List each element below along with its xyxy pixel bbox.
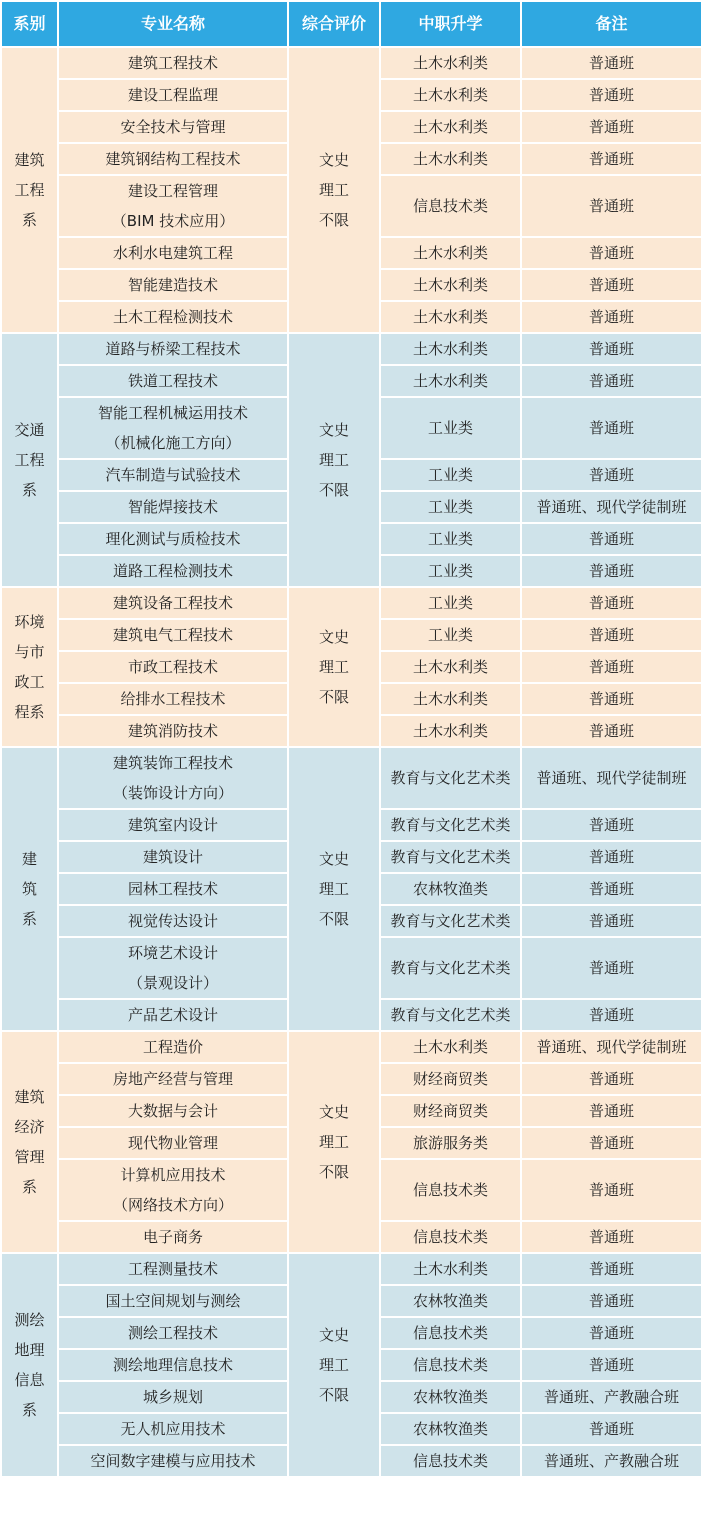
major-name-cell [58,809,288,841]
remark-cell: 普通班 [521,143,701,175]
major-name-line: 安全技术与管理 [120,118,226,136]
major-name-cell [58,523,288,555]
major-name-line: 土木工程检测技术 [112,308,233,326]
remark-cell: 普通班 [521,1285,701,1317]
major-name-line: （机械化施工方向） [105,434,241,452]
major-name-cell [58,143,288,175]
department-name-line: 系 [21,481,37,499]
department-name-line: 系 [21,910,37,928]
evaluation-line: 文史 [318,151,349,169]
evaluation-line: 不限 [318,481,349,499]
department-group [1,1253,701,1477]
vocational-track-cell: 农林牧渔类 [380,1381,521,1413]
remark-cell: 普通班 [521,1413,701,1445]
major-name-line: 建筑室内设计 [127,816,218,834]
remark-cell: 普通班 [521,523,701,555]
vocational-track-cell: 教育与文化艺术类 [380,747,521,809]
major-name-line: 视觉传达设计 [127,912,218,930]
vocational-track-cell: 土木水利类 [380,143,521,175]
major-name-cell [58,1031,288,1063]
major-name-line: 电子商务 [142,1228,203,1246]
vocational-track-cell: 土木水利类 [380,301,521,333]
major-name-cell [58,301,288,333]
department-name-line: 工程 [14,181,45,199]
header-evaluation: 综合评价 [288,1,380,47]
major-name-cell [58,491,288,523]
department-name-line: 经济 [14,1118,45,1136]
department-name-line: 系 [21,1178,37,1196]
major-name-cell [58,619,288,651]
major-name-line: 铁道工程技术 [127,372,218,390]
evaluation-line: 理工 [318,451,349,469]
major-name-cell [58,397,288,459]
department-name-line: 地理 [14,1341,45,1359]
evaluation-line: 不限 [318,211,349,229]
vocational-track-cell: 教育与文化艺术类 [380,841,521,873]
department-name-line: 管理 [14,1148,45,1166]
remark-cell: 普通班 [521,175,701,237]
major-name-line: 建筑设备工程技术 [112,594,233,612]
department-name-line: 建筑 [14,151,45,169]
evaluation-line: 不限 [318,1386,349,1404]
remark-cell: 普通班 [521,555,701,587]
evaluation-line: 文史 [318,1103,349,1121]
major-name-line: 建筑消防技术 [127,722,218,740]
vocational-track-cell: 教育与文化艺术类 [380,937,521,999]
major-name-line: 智能焊接技术 [127,498,218,516]
major-name-cell [58,365,288,397]
remark-cell: 普通班、产教融合班 [521,1445,701,1477]
major-name-cell [58,47,288,79]
vocational-track-cell: 信息技术类 [380,1445,521,1477]
header-row [1,1,701,47]
vocational-track-cell: 信息技术类 [380,175,521,237]
header-major-name: 专业名称 [58,1,288,47]
remark-cell: 普通班 [521,619,701,651]
major-name-line: 水利水电建筑工程 [112,244,233,262]
remark-cell: 普通班 [521,1159,701,1221]
major-name-cell [58,555,288,587]
major-name-cell [58,237,288,269]
evaluation-cell [288,587,380,747]
major-name-cell [58,111,288,143]
department-group [1,587,701,747]
major-name-line: 城乡规划 [142,1388,203,1406]
vocational-track-cell: 工业类 [380,523,521,555]
vocational-track-cell: 信息技术类 [380,1221,521,1253]
evaluation-cell [288,47,380,333]
major-name-line: 测绘地理信息技术 [112,1356,233,1374]
department-name-line: 政工 [14,673,45,691]
department-cell [1,333,58,587]
remark-cell: 普通班 [521,715,701,747]
remark-cell: 普通班 [521,809,701,841]
remark-cell: 普通班、现代学徒制班 [521,747,701,809]
remark-cell: 普通班 [521,269,701,301]
department-name-line: 程系 [14,703,45,721]
department-name-line: 环境 [14,613,45,631]
remark-cell: 普通班 [521,1127,701,1159]
major-name-line: 工程测量技术 [127,1260,218,1278]
remark-cell: 普通班 [521,1063,701,1095]
major-name-line: 建筑工程技术 [127,54,218,72]
major-name-cell [58,937,288,999]
major-name-cell [58,1221,288,1253]
major-name-line: 给排水工程技术 [120,690,226,708]
major-name-line: 空间数字建模与应用技术 [90,1452,256,1470]
major-name-line: 大数据与会计 [127,1102,218,1120]
remark-cell: 普通班 [521,459,701,491]
department-name-line: 与市 [14,643,45,661]
department-group [1,333,701,587]
vocational-track-cell: 信息技术类 [380,1159,521,1221]
major-name-cell [58,1253,288,1285]
major-name-line: 环境艺术设计 [127,944,218,962]
remark-cell: 普通班 [521,587,701,619]
major-name-line: 园林工程技术 [127,880,218,898]
vocational-track-cell: 土木水利类 [380,683,521,715]
remark-cell: 普通班 [521,905,701,937]
evaluation-line: 理工 [318,181,349,199]
major-name-line: 现代物业管理 [127,1134,218,1152]
remark-cell: 普通班 [521,301,701,333]
major-name-line: 建设工程监理 [127,86,218,104]
vocational-track-cell: 教育与文化艺术类 [380,809,521,841]
major-name-cell [58,747,288,809]
department-name-line: 系 [21,211,37,229]
vocational-track-cell: 工业类 [380,491,521,523]
remark-cell: 普通班、现代学徒制班 [521,491,701,523]
table-header [1,1,701,47]
major-name-cell [58,999,288,1031]
vocational-track-cell: 土木水利类 [380,1031,521,1063]
evaluation-cell [288,1253,380,1477]
department-cell [1,47,58,333]
evaluation-line: 理工 [318,1356,349,1374]
evaluation-line: 不限 [318,910,349,928]
major-name-line: 建筑设计 [142,848,203,866]
major-name-line: 市政工程技术 [127,658,218,676]
remark-cell: 普通班 [521,1253,701,1285]
department-group [1,47,701,333]
major-name-cell [58,905,288,937]
major-name-line: 道路与桥梁工程技术 [105,340,241,358]
remark-cell: 普通班 [521,1349,701,1381]
major-name-cell [58,1063,288,1095]
major-name-cell [58,651,288,683]
major-name-line: 智能工程机械运用技术 [97,404,248,422]
major-name-line: 房地产经营与管理 [112,1070,233,1088]
vocational-track-cell: 信息技术类 [380,1349,521,1381]
major-name-line: （景观设计） [127,974,218,992]
vocational-track-cell: 信息技术类 [380,1317,521,1349]
remark-cell: 普通班 [521,111,701,143]
remark-cell: 普通班 [521,651,701,683]
major-name-line: 道路工程检测技术 [112,562,233,580]
table-row [1,47,701,79]
major-name-cell [58,1127,288,1159]
major-name-line: 产品艺术设计 [127,1006,218,1024]
vocational-track-cell: 工业类 [380,459,521,491]
major-name-line: 理化测试与质检技术 [105,530,241,548]
major-name-cell [58,873,288,905]
department-cell [1,1253,58,1477]
evaluation-line: 理工 [318,880,349,898]
department-group [1,747,701,1031]
remark-cell: 普通班 [521,873,701,905]
table-row [1,1253,701,1285]
department-cell [1,587,58,747]
vocational-track-cell: 工业类 [380,587,521,619]
header-dept: 系别 [1,1,58,47]
header-remarks: 备注 [521,1,701,47]
evaluation-line: 理工 [318,658,349,676]
major-name-cell [58,79,288,111]
major-name-line: （装饰设计方向） [112,784,233,802]
major-name-cell [58,175,288,237]
vocational-track-cell: 农林牧渔类 [380,873,521,905]
major-name-line: 智能建造技术 [127,276,218,294]
remark-cell: 普通班 [521,365,701,397]
major-name-line: 建筑装饰工程技术 [112,754,233,772]
vocational-track-cell: 农林牧渔类 [380,1285,521,1317]
department-name-line: 系 [21,1401,37,1419]
major-name-cell [58,1445,288,1477]
department-cell [1,747,58,1031]
remark-cell: 普通班 [521,999,701,1031]
department-name-line: 筑 [21,880,37,898]
major-name-line: 建筑电气工程技术 [112,626,233,644]
evaluation-cell [288,1031,380,1253]
major-name-line: 测绘工程技术 [127,1324,218,1342]
major-name-line: 建筑钢结构工程技术 [105,150,241,168]
evaluation-line: 不限 [318,688,349,706]
remark-cell: 普通班、现代学徒制班 [521,1031,701,1063]
vocational-track-cell: 土木水利类 [380,79,521,111]
remark-cell: 普通班 [521,1317,701,1349]
evaluation-line: 理工 [318,1133,349,1151]
evaluation-line: 文史 [318,1326,349,1344]
major-name-cell [58,1317,288,1349]
major-name-cell [58,1349,288,1381]
vocational-track-cell: 土木水利类 [380,1253,521,1285]
remark-cell: 普通班 [521,397,701,459]
department-name-line: 建筑 [14,1088,45,1106]
remark-cell: 普通班 [521,333,701,365]
vocational-track-cell: 土木水利类 [380,715,521,747]
remark-cell: 普通班 [521,47,701,79]
evaluation-cell [288,747,380,1031]
vocational-track-cell: 土木水利类 [380,269,521,301]
major-name-line: （网络技术方向） [112,1196,233,1214]
evaluation-cell [288,333,380,587]
remark-cell: 普通班 [521,1095,701,1127]
vocational-track-cell: 工业类 [380,619,521,651]
major-name-cell [58,841,288,873]
vocational-track-cell: 土木水利类 [380,47,521,79]
department-group [1,1031,701,1253]
major-name-cell [58,715,288,747]
major-name-cell [58,1381,288,1413]
remark-cell: 普通班 [521,79,701,111]
major-name-line: 无人机应用技术 [120,1420,226,1438]
remark-cell: 普通班 [521,237,701,269]
vocational-track-cell: 教育与文化艺术类 [380,905,521,937]
table-row [1,333,701,365]
major-name-cell [58,459,288,491]
vocational-track-cell: 土木水利类 [380,237,521,269]
department-cell [1,1031,58,1253]
remark-cell: 普通班、产教融合班 [521,1381,701,1413]
major-name-line: 工程造价 [142,1038,203,1056]
department-name-line: 建 [21,850,37,868]
vocational-track-cell: 土木水利类 [380,111,521,143]
header-vocational: 中职升学 [380,1,521,47]
vocational-track-cell: 教育与文化艺术类 [380,999,521,1031]
major-name-line: 计算机应用技术 [120,1166,226,1184]
major-name-line: （BIM 技术应用） [111,212,235,230]
major-name-cell [58,1285,288,1317]
remark-cell: 普通班 [521,937,701,999]
vocational-track-cell: 土木水利类 [380,365,521,397]
department-name-line: 信息 [14,1371,45,1389]
table-row [1,587,701,619]
major-name-cell [58,1413,288,1445]
vocational-track-cell: 财经商贸类 [380,1095,521,1127]
major-name-line: 国土空间规划与测绘 [105,1292,241,1310]
major-name-cell [58,1095,288,1127]
evaluation-line: 文史 [318,850,349,868]
major-name-line: 建设工程管理 [127,182,218,200]
department-name-line: 测绘 [14,1311,45,1329]
remark-cell: 普通班 [521,841,701,873]
major-name-line: 汽车制造与试验技术 [105,466,241,484]
remark-cell: 普通班 [521,1221,701,1253]
major-name-cell [58,683,288,715]
table-row [1,1031,701,1063]
vocational-track-cell: 旅游服务类 [380,1127,521,1159]
major-name-cell [58,269,288,301]
vocational-track-cell: 土木水利类 [380,651,521,683]
table-row [1,747,701,809]
department-name-line: 工程 [14,451,45,469]
vocational-track-cell: 土木水利类 [380,333,521,365]
vocational-track-cell: 工业类 [380,397,521,459]
vocational-track-cell: 工业类 [380,555,521,587]
evaluation-line: 文史 [318,421,349,439]
evaluation-line: 不限 [318,1163,349,1181]
vocational-track-cell: 农林牧渔类 [380,1413,521,1445]
major-name-cell [58,333,288,365]
evaluation-line: 文史 [318,628,349,646]
remark-cell: 普通班 [521,683,701,715]
department-name-line: 交通 [14,421,45,439]
major-name-cell [58,587,288,619]
vocational-track-cell: 财经商贸类 [380,1063,521,1095]
major-name-cell [58,1159,288,1221]
